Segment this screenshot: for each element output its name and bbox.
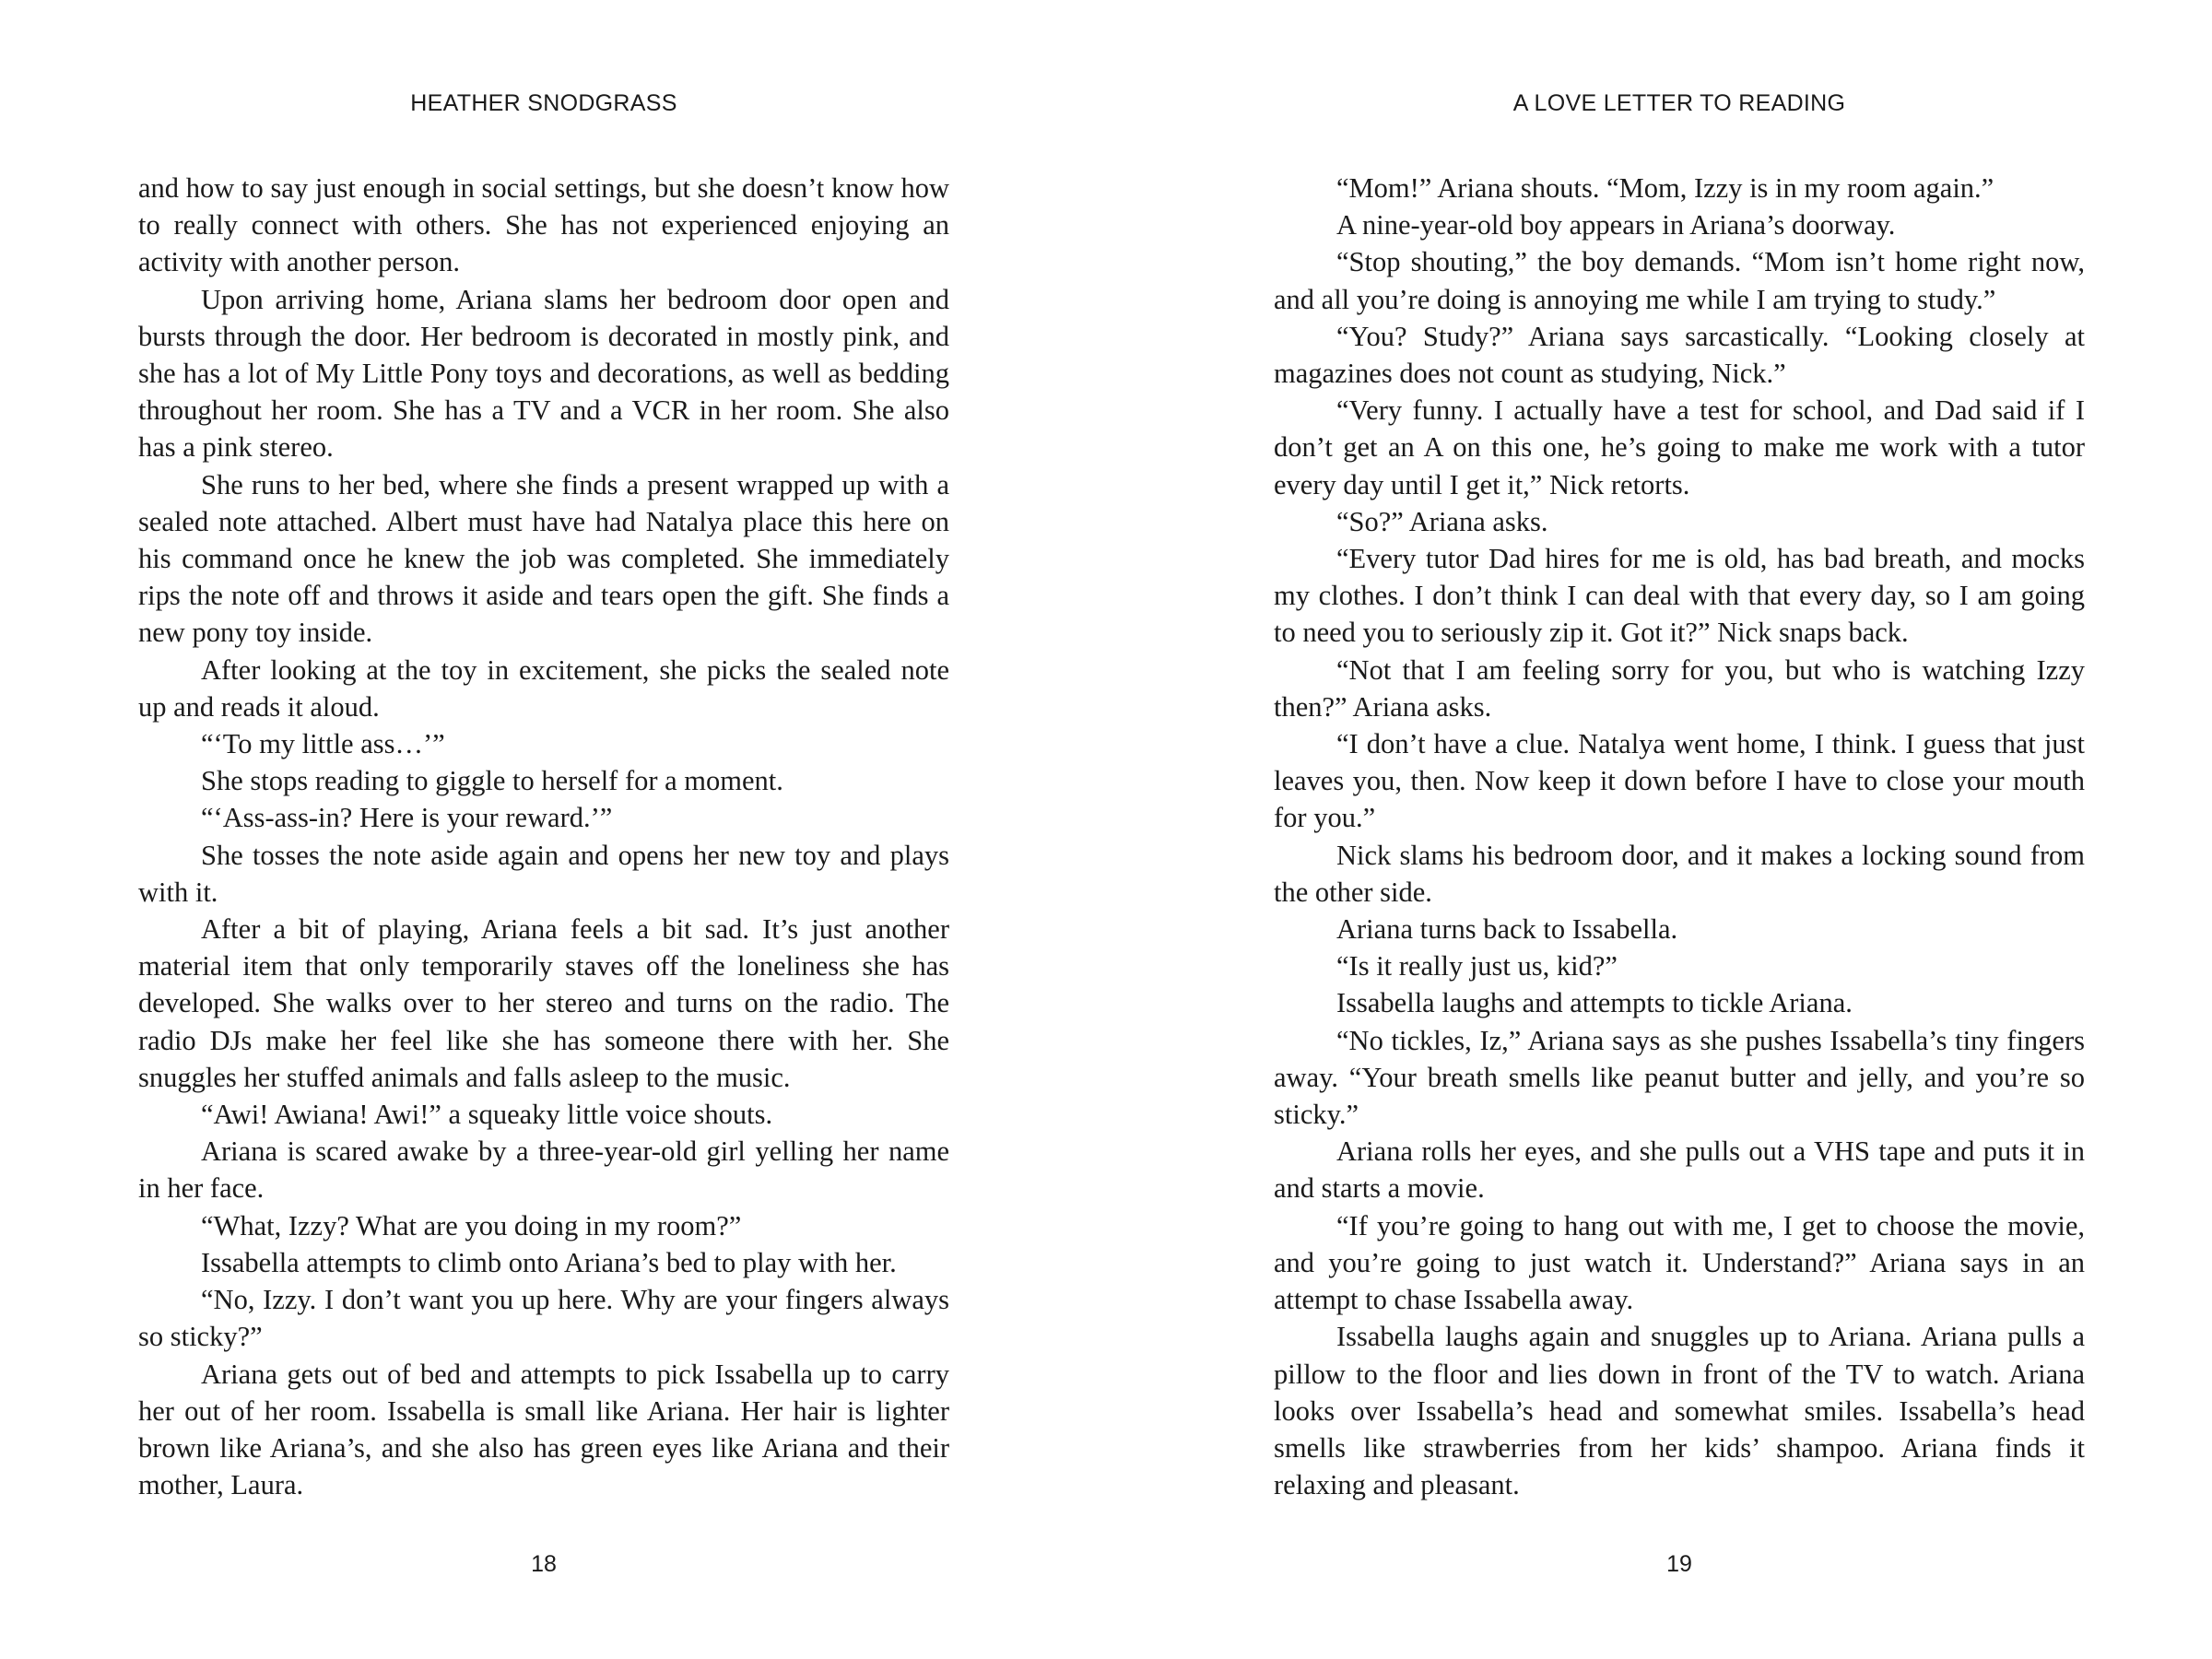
paragraph: Ariana gets out of bed and attempts to pick Issabella up to carry her out of her room. Issabella is small like Ariana. Her hair is lighter brown like Ariana’s, and she also has green eyes like Ariana and their mother, Laura. [138, 1358, 949, 1501]
paragraph: Issabella attempts to climb onto Ariana’s bed to play with her. [201, 1246, 897, 1278]
paragraph: “If you’re going to hang out with me, I get to choose the movie, and you’re going to just watch it. Understand?” Ariana says in an attempt to chase Issabella away. [1274, 1209, 2085, 1316]
paragraph: “No tickles, Iz,” Ariana says as she pushes Issabella’s tiny fingers away. “Your breath smells like peanut butter and jelly, and you’re so sticky.” [1274, 1024, 2085, 1131]
paragraph: Ariana rolls her eyes, and she pulls out a VHS tape and puts it in and starts a movie. [1274, 1135, 2085, 1205]
paragraph: “You? Study?” Ariana says sarcastically. “Looking closely at magazines does not count as studying, Nick.” [1274, 320, 2085, 390]
paragraph: “Stop shouting,” the boy demands. “Mom isn’t home right now, and all you’re doing is annoying me while I am trying to study.” [1274, 246, 2085, 315]
paragraph: Ariana turns back to Issabella. [1336, 913, 1678, 946]
paragraph: Upon arriving home, Ariana slams her bedroom door open and bursts through the door. Her bedroom is decorated in mostly pink, and she has a lot of My Little Pony toys and decorations, as well as bedding throughout her room. She has a TV and a VCR in her room. She also has a pink stereo. [138, 283, 949, 464]
paragraph: She tosses the note aside again and opens her new toy and plays with it. [138, 839, 949, 908]
body-text [1274, 170, 2085, 1503]
paragraph: “Not that I am feeling sorry for you, but who is watching Izzy then?” Ariana asks. [1274, 653, 2085, 723]
paragraph: “‘To my little ass…’” [201, 728, 445, 760]
running-head: HEATHER SNODGRASS [410, 90, 677, 116]
paragraph: “Awi! Awiana! Awi!” a squeaky little voice shouts. [201, 1099, 773, 1131]
running-head: A LOVE LETTER TO READING [1512, 90, 1846, 116]
paragraph: “Very funny. I actually have a test for school, and Dad said if I don’t get an A on this one, he’s going to make me work with a tutor every day until I get it,” Nick retorts. [1274, 394, 2085, 500]
paragraph: Issabella laughs again and snuggles up to Ariana. Ariana pulls a pillow to the floor and lies down in front of the TV to watch. Ariana looks over Issabella’s head and somewhat smiles. Issabella’s head smells like strawberries from her kids’ shampoo. Ariana finds it relaxing and pleasant. [1274, 1321, 2085, 1501]
paragraph: Issabella laughs and attempts to tickle Ariana. [1336, 987, 1853, 1019]
paragraph: After looking at the toy in excitement, she picks the sealed note up and reads it aloud. [138, 653, 949, 723]
paragraph: Nick slams his bedroom door, and it makes a locking sound from the other side. [1274, 839, 2085, 908]
page-number: 19 [1666, 1551, 1692, 1577]
paragraph: A nine-year-old boy appears in Ariana’s doorway. [1336, 209, 1896, 241]
paragraph: and how to say just enough in social settings, but she doesn’t know how to really connect with others. She has not experienced enjoying an activity with another person. [138, 172, 949, 278]
paragraph: “No, Izzy. I don’t want you up here. Why are your fingers always so sticky?” [138, 1284, 949, 1353]
paragraph: “‘Ass-ass-in? Here is your reward.’” [201, 802, 613, 834]
paragraph: “Every tutor Dad hires for me is old, has bad breath, and mocks my clothes. I don’t think I can deal with that every day, so I am going to need you to seriously zip it. Got it?” Nick snaps back. [1274, 543, 2085, 649]
paragraph: She runs to her bed, where she finds a present wrapped up with a sealed note attached. Albert must have had Natalya place this here on his command once he knew the job was completed. She immediately rips the note off and throws it aside and tears open the gift. She finds a new pony toy inside. [138, 468, 949, 649]
paragraph: “So?” Ariana asks. [1336, 505, 1548, 537]
paragraph: “What, Izzy? What are you doing in my room?” [201, 1209, 742, 1241]
paragraph: After a bit of playing, Ariana feels a bit sad. It’s just another material item that only temporarily staves off the loneliness she has developed. She walks over to her stereo and turns on the radio. The radio DJs make her feel like she has someone there with her. She snuggles her stuffed animals and falls asleep to the music. [138, 913, 949, 1093]
paragraph: She stops reading to giggle to herself for a moment. [201, 765, 783, 797]
page-number: 18 [531, 1551, 557, 1577]
right-page [1106, 0, 2212, 1659]
paragraph: “Mom!” Ariana shouts. “Mom, Izzy is in my room again.” [1336, 172, 1994, 204]
paragraph: “Is it really just us, kid?” [1336, 950, 1618, 982]
paragraph: Ariana is scared awake by a three-year-old girl yelling her name in her face. [138, 1135, 949, 1205]
paragraph: “I don’t have a clue. Natalya went home, I think. I guess that just leaves you, then. Now keep it down before I have to close your mouth for you.” [1274, 728, 2085, 834]
body-text [138, 170, 949, 1503]
